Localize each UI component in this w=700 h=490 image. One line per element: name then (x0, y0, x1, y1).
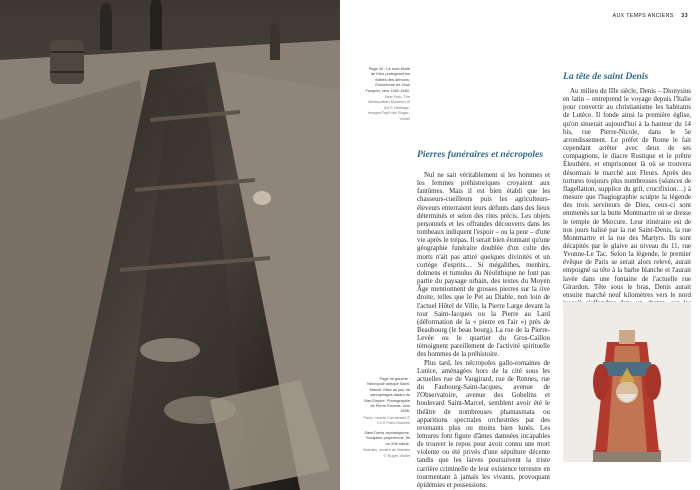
running-title: AUX TEMPS ANCIENS (612, 13, 674, 19)
caption-top-text: Page 30 : Le mort étoilé de Dieu protégeant les fidèles des démons. Enluminure de Jean Fouquet, vers 1452-1460. (365, 66, 410, 93)
excavation-photo (0, 0, 340, 490)
caption-top-credit: New York, The Metropolitan Museum of Art © Heritage-Images/TopFoto/ Roger-Viollet (368, 94, 410, 121)
saint-denis-statue-photo (563, 302, 691, 462)
caption-statue-credit: Maintes, musée de Mantes © Roger-Viollet (363, 447, 410, 458)
article1-paragraph: Nul ne sait véritablement si les hommes et les femmes préhistoriques croyaient aux fantômes. Mais il est bien établi que les chasseurs-cueilleurs puis les agriculteurs-éleveurs enterraient leurs défunts dans des lieux déterminés et selon des rites précis. Les objets personnels et les offrandes découverts dans les tombeaux indiquent l'espoir – ou la peur – d'une vie après le trépas. Il serait bien étonnant qu'une géographie funéraire doublée d'un culte des morts n'ait pas attiré quelques divinités et un cortège d'esprits… Si mégalithes, menhirs, dolmens et tumulus du Néolithique ne font pas partie du paysage urbain, des textes du Moyen Âge mentionnent de grosses pierres sur la rive droite, telles que le Pet au Diable, non loin de l'actuel Hôtel de Ville, la Pierre Large devant la tour Saint-Jacques ou la Pierre au Lard (déformation de la « pierre en l'air ») près de Beaubourg (le beau bourg). La rue de la Pierre-Levée ou le quartier du Gros-Caillou témoignent pareillement de l'activité spirituelle des hommes de la préhistoire. (417, 172, 550, 359)
caption-top (365, 66, 410, 121)
caption-left-credit: Paris, musée Carnavalet © CCX Paris Musées (363, 414, 410, 426)
caption-left-text: Page de gauche : Nécropole antique Saint-Marcel. Mise au jour de sarcophages datant du Bas-Empire. Photographie de Pierre Emonts, vers 1898. (364, 376, 410, 414)
caption-left-page (362, 376, 410, 426)
excavation-photo-illustration (0, 0, 340, 490)
page-number: 33 (681, 13, 688, 19)
caption-statue-text: Saint Denis céphalophore. Sculpture polychrome, fin du XIIe siècle. (364, 430, 410, 446)
article1-paragraph: Plus tard, les nécropoles gallo-romaines de Lutèce, aménagées hors de la cité sous les actuelles rue de Vaugirard, rue de Rennes, rue du Faubourg-Saint-Jacques, avenue de l'Observatoire, avenue des Gobelins et boulevard Saint-Marcel, semblent avoir été le théâtre de nombreuses phantasmata ou apparitions spectrales orchestrées par des revenants plus ou moins bien lunés. Les lemures font figure d'âmes damnées incapables de trouver le repos pour avoir connu une mort violente ou été privés d'une sépulture décente tandis que les larves poursuivent la triste carrière criminelle de leur existence terrestre en tourmentant à jamais les vivants, provoquant épidémies et possessions. (417, 359, 550, 489)
statue-illustration (563, 302, 691, 462)
running-head (613, 13, 688, 19)
article1-heading: Pierres funéraires et nécropoles (417, 149, 544, 160)
caption-statue (362, 430, 410, 458)
article2-paragraph: Au milieu du IIIe siècle, Denis – Dionysius en latin – entreprend le voyage depuis l'Italie pour convertir au christianisme les habitants de Lutèce. Il fonde ainsi la première église, qu'on situerait aujourd'hui à la hauteur du 14 bis, rue Pierre-Nicole, dans le 5e arrondissement. Le préfet de Rome le fait cependant arrêter avec deux de ses compagnons, le diacre Rustique et le prêtre Éleuthère, et emprisonner là où se trouvera désormais le marché aux Fleurs. Après des tortures toujours plus nombreuses (séances de flagellation, supplice du gril, crucifixion…) à mesure que l'hagiographie sculpte la légende des trois serviteurs de Dieu, ceux-ci sont emmenés sur la butte Montmartre où se dresse le temple de Mercure. Leur itinéraire est de nos jours balisé par la rue Saint-Denis, la rue Montmartre et la rue des Martyrs. Ils sont décapités par le glaive au niveau du 11, rue Yvonne-Le Tac. Selon la légende, le premier évêque de Paris se serait alors relevé, aurait empoigné sa tête à la barbe blanche et l'aurait lavée dans une fontaine de l'actuelle rue Girardon. Tête sous le bras, Denis aurait ensuite marché neuf kilomètres vers le nord (563, 88, 692, 299)
article2-heading: La tête de saint Denis (563, 71, 649, 82)
article1-body (417, 172, 550, 490)
article2-body (563, 88, 691, 316)
